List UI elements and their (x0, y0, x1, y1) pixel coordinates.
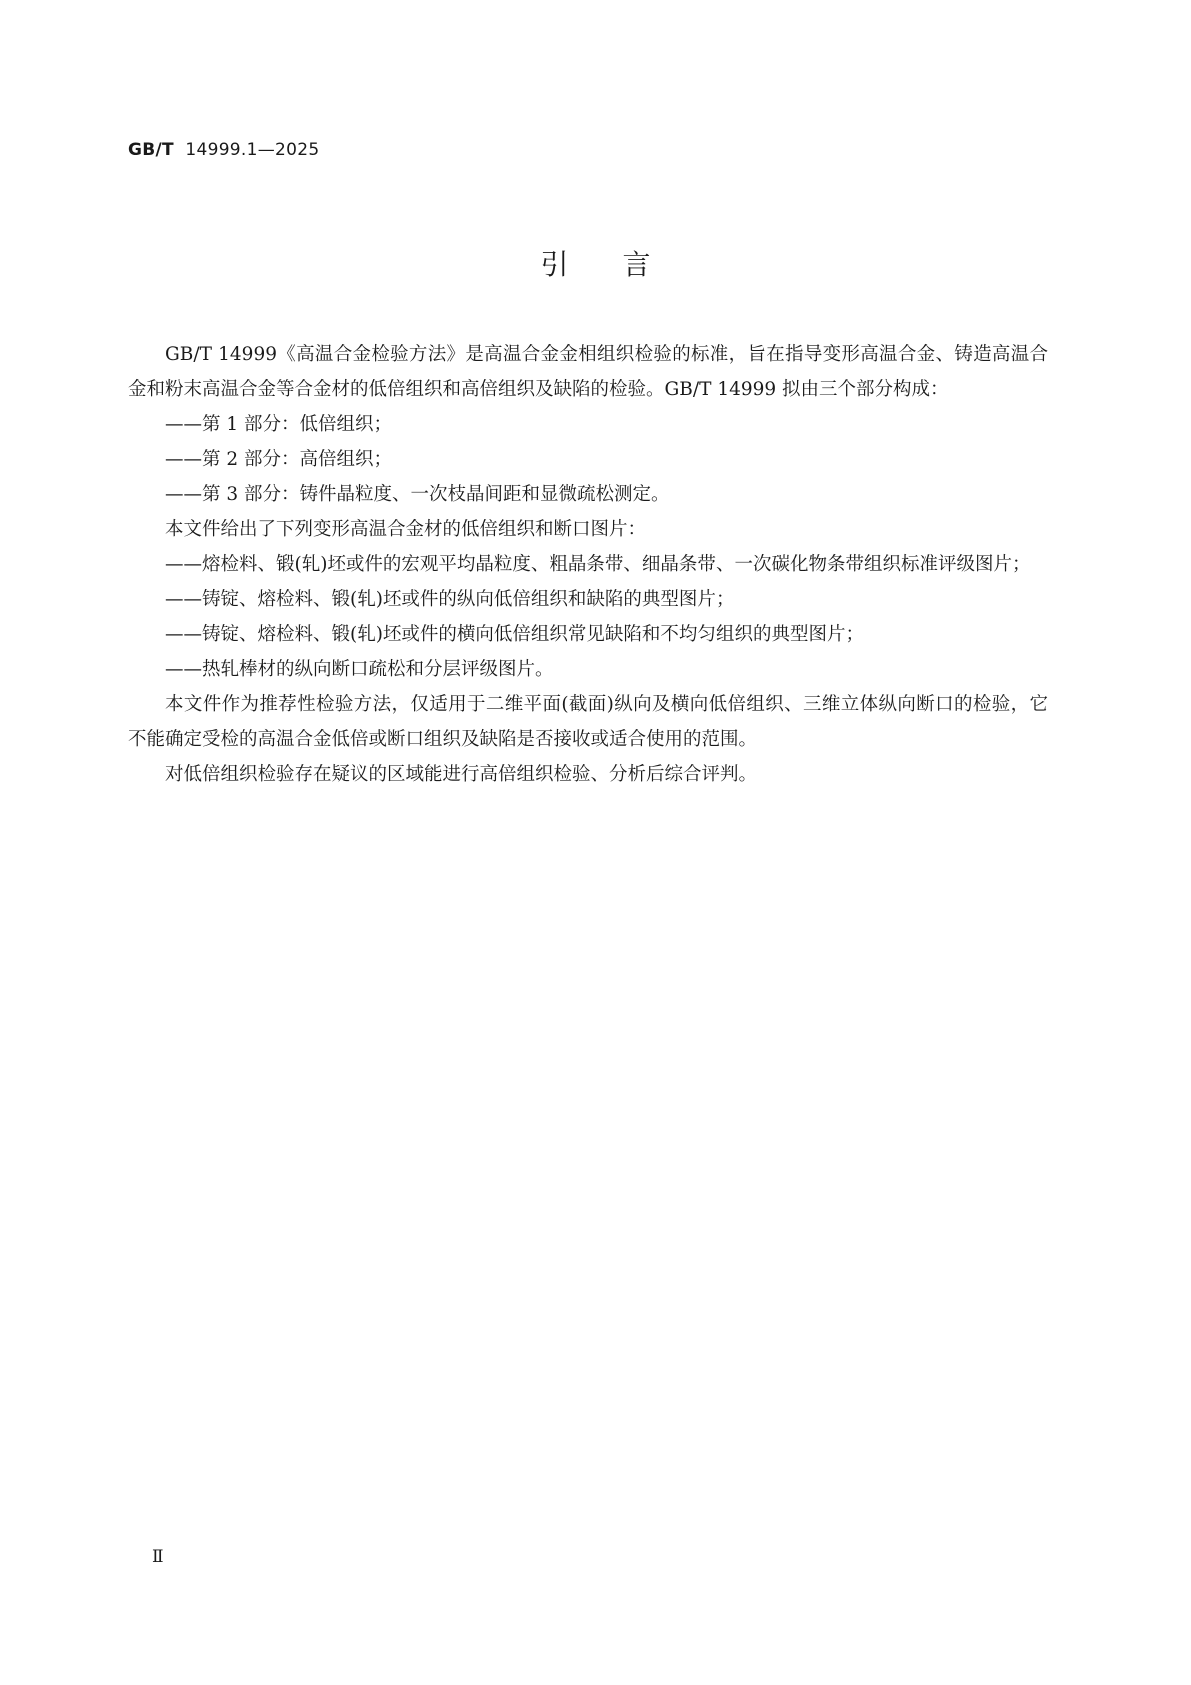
picture-list-item-2: ——铸锭、熔检料、锻(轧)坯或件的纵向低倍组织和缺陷的典型图片； (165, 589, 735, 610)
standard-header (128, 140, 320, 160)
standard-number: 14999.1—2025 (185, 140, 320, 160)
intro-paragraph-1: GB/T 14999《高温合金检验方法》是高温合金金相组织检验的标准，旨在指导变形高温合金、铸造高温合金和粉末高温合金等合金材的低倍组织和高倍组织及缺陷的检验。GB/T 14999 拟由三个部分构成： (128, 344, 1048, 400)
part-list-item-3: ——第 3 部分：铸件晶粒度、一次枝晶间距和显微疏松测定。 (165, 484, 670, 505)
introduction-body (128, 337, 1048, 792)
part-list-item-1: ——第 1 部分：低倍组织； (165, 414, 393, 435)
standard-code: GB/T (128, 140, 174, 160)
intro-paragraph-2: 本文件给出了下列变形高温合金材的低倍组织和断口图片： (165, 519, 647, 540)
part-list-item-2: ——第 2 部分：高倍组织； (165, 449, 393, 470)
intro-paragraph-3: 本文件作为推荐性检验方法，仅适用于二维平面(截面)纵向及横向低倍组织、三维立体纵向断口的检验，它不能确定受检的高温合金低倍或断口组织及缺陷是否接收或适合使用的范围。 (128, 694, 1048, 750)
picture-list-item-4: ——热轧棒材的纵向断口疏松和分层评级图片。 (165, 659, 554, 680)
page-title: 引言 (540, 248, 705, 281)
page-number: Ⅱ (152, 1547, 164, 1567)
picture-list-item-3: ——铸锭、熔检料、锻(轧)坯或件的横向低倍组织常见缺陷和不均匀组织的典型图片； (165, 624, 864, 645)
picture-list-item-1: ——熔检料、锻(轧)坯或件的宏观平均晶粒度、粗晶条带、细晶条带、一次碳化物条带组织标准评级图片； (165, 554, 1031, 575)
intro-paragraph-4: 对低倍组织检验存在疑议的区域能进行高倍组织检验、分析后综合评判。 (165, 764, 758, 785)
